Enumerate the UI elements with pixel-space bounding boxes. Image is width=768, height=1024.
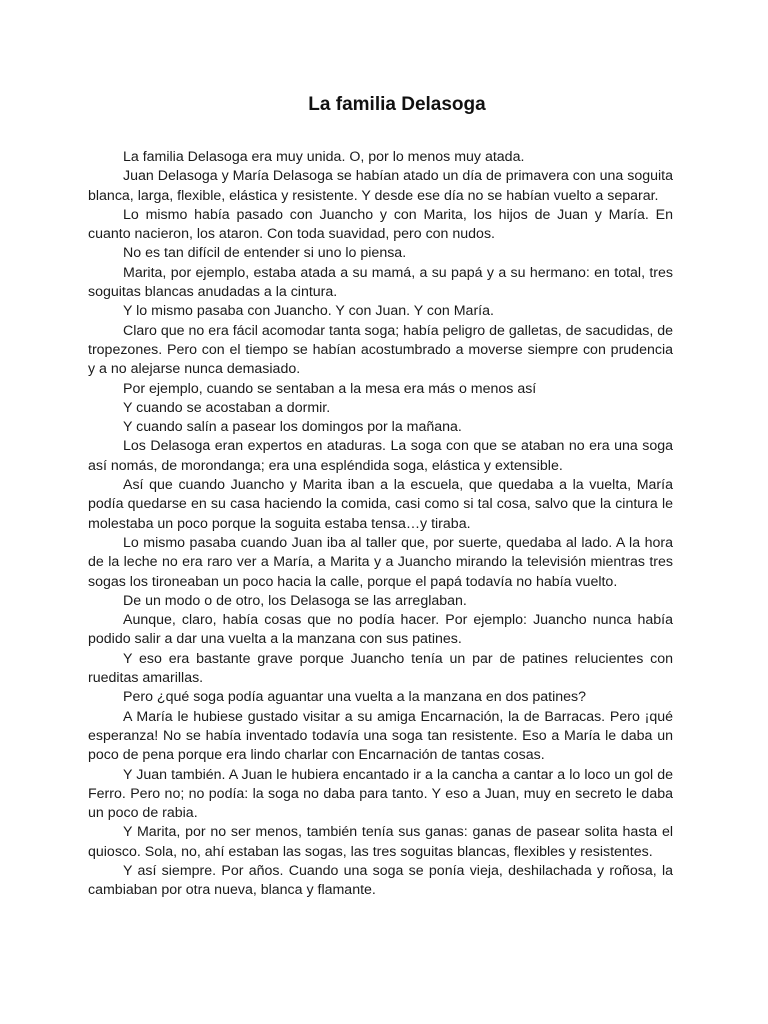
- paragraph-6: Y lo mismo pasaba con Juancho. Y con Juan. Y con María.: [123, 303, 494, 320]
- paragraph-19: Y Juan también. A Juan le hubiera encantado ir a la cancha a cantar a lo loco un gol de Ferro. Pero no; no podía: la soga no daba para tanto. Y eso a Juan, muy en secreto le daba un poco de rabia.: [88, 766, 673, 822]
- document-body: [88, 148, 673, 901]
- paragraph-15: Aunque, claro, había cosas que no podía hacer. Por ejemplo: Juancho nunca había podido salir a dar una vuelta a la manzana con sus patines.: [88, 612, 673, 648]
- paragraph-17: Pero ¿qué soga podía aguantar una vuelta a la manzana en dos patines?: [123, 689, 587, 706]
- paragraph-14: De un modo o de otro, los Delasoga se las arreglaban.: [123, 592, 467, 609]
- paragraph-8: Por ejemplo, cuando se sentaban a la mesa era más o menos así: [123, 380, 537, 397]
- paragraph-2: Juan Delasoga y María Delasoga se habían atado un día de primavera con una soguita blanca, larga, flexible, elástica y resistente. Y desde ese día no se habían vuelto a separar.: [88, 168, 673, 204]
- paragraph-12: Así que cuando Juancho y Marita iban a la escuela, que quedaba a la vuelta, María podía quedarse en su casa haciendo la comida, casi como si tal cosa, salvo que la cintura le molestaba un poco porque la soguita estaba tensa…y tiraba.: [88, 477, 673, 532]
- paragraph-18: A María le hubiese gustado visitar a su amiga Encarnación, la de Barracas. Pero ¡qué esperanza! No se había inventado todavía una soga tan resistente. Eso a María le daba un poco de pena porque era lindo charlar con Encarnación de tantas cosas.: [88, 708, 673, 764]
- document-title: La familia Delasoga: [308, 94, 486, 115]
- paragraph-16: Y eso era bastante grave porque Juancho tenía un par de patines relucientes con rueditas amarillas.: [88, 650, 673, 687]
- paragraph-7: Claro que no era fácil acomodar tanta soga; había peligro de galletas, de sacudidas, de tropezones. Pero con el tiempo se habían acostumbrado a moverse siempre con prudencia y a no alejarse nunca demasiado.: [88, 322, 673, 378]
- paragraph-11: Los Delasoga eran expertos en ataduras. La soga con que se ataban no era una soga así nomás, de morondanga; era una espléndida soga, elástica y extensible.: [88, 438, 673, 474]
- paragraph-3: Lo mismo había pasado con Juancho y con Marita, los hijos de Juan y María. En cuanto nacieron, los ataron. Con toda suavidad, pero con nudos.: [88, 206, 673, 243]
- paragraph-13: Lo mismo pasaba cuando Juan iba al taller que, por suerte, quedaba al lado. A la hora de la leche no era raro ver a María, a Marita y a Juancho mirando la televisión mientras tres sogas los tironeaban un poco hacia la calle, porque el papá todavía no había vuelto.: [88, 534, 673, 590]
- paragraph-10: Y cuando salín a pasear los domingos por la mañana.: [123, 419, 462, 436]
- paragraph-21: Y así siempre. Por años. Cuando una soga se ponía vieja, deshilachada y roñosa, la cambiaban por otra nueva, blanca y flamante.: [88, 862, 673, 899]
- paragraph-20: Y Marita, por no ser menos, también tenía sus ganas: ganas de pasear solita hasta el quiosco. Sola, no, ahí estaban las sogas, las tres soguitas blancas, flexibles y resistentes.: [88, 824, 673, 860]
- paragraph-9: Y cuando se acostaban a dormir.: [123, 399, 331, 416]
- paragraph-1: La familia Delasoga era muy unida. O, por lo menos muy atada.: [123, 149, 525, 165]
- paragraph-4: No es tan difícil de entender si uno lo piensa.: [123, 245, 407, 262]
- paragraph-5: Marita, por ejemplo, estaba atada a su mamá, a su papá y a su hermano: en total, tres soguitas blancas anudadas a la cintura.: [88, 264, 673, 301]
